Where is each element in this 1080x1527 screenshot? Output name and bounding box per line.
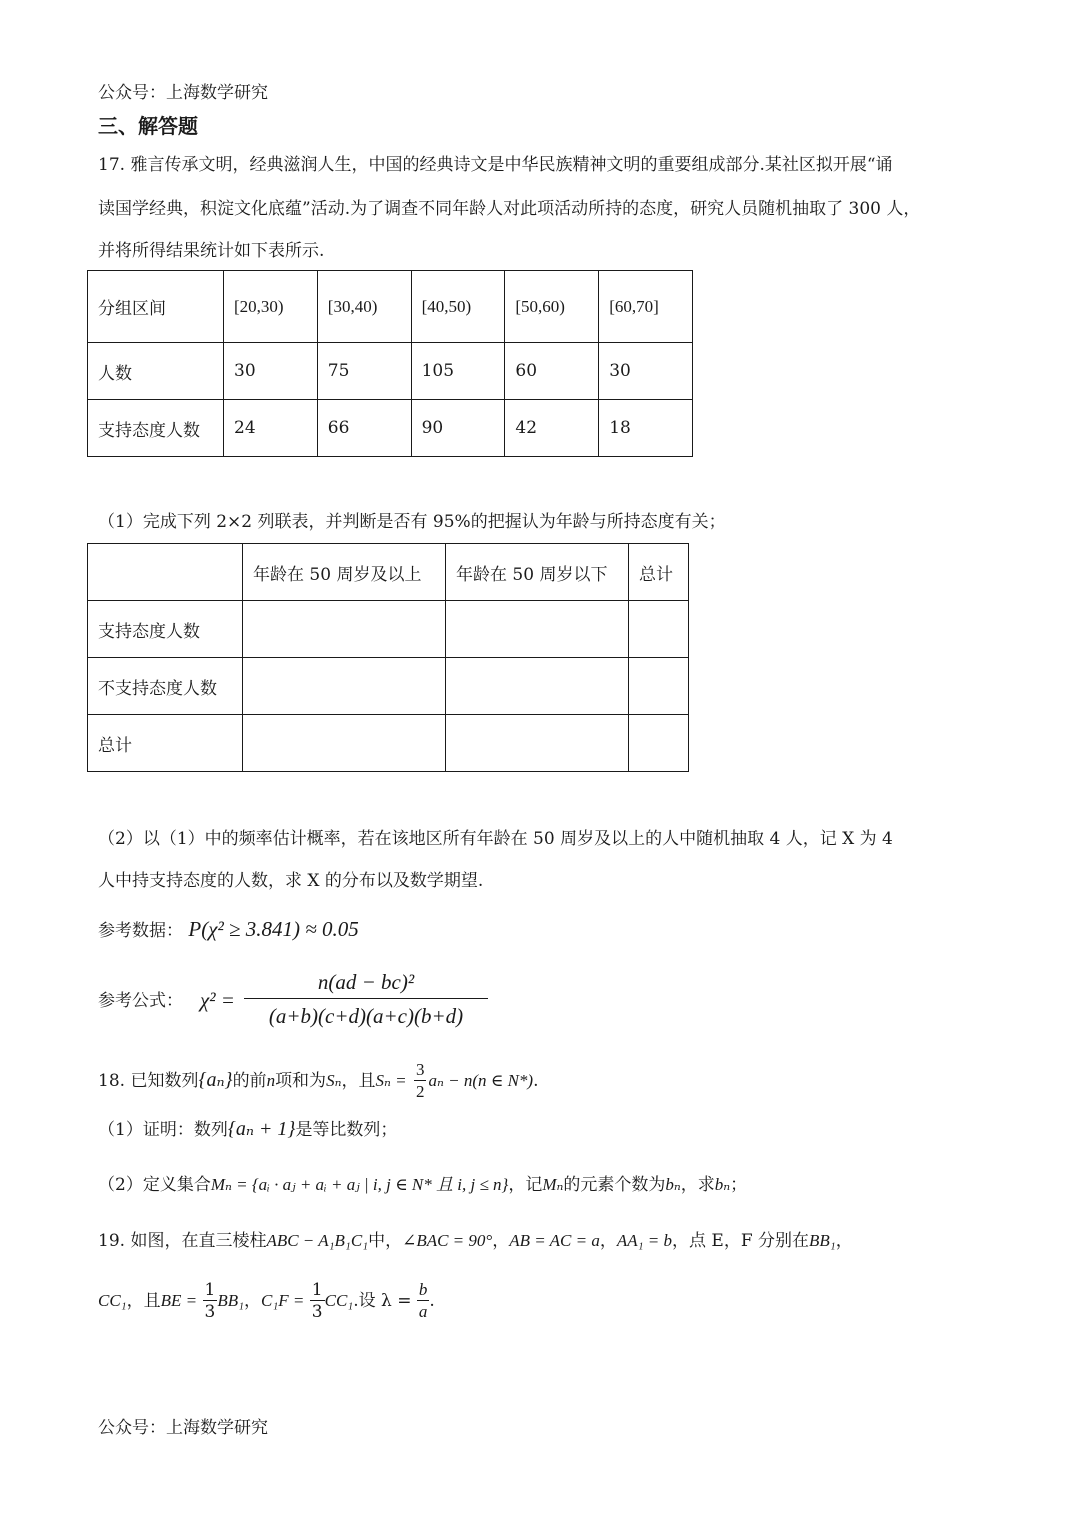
q19-cf-fraction [310,1280,325,1323]
table-cell: 支持态度人数 [88,400,224,457]
q18-part2-prefix: （2）定义集合 [98,1175,211,1195]
q18-part2-text: ，记 [508,1175,543,1195]
data-table [87,270,693,457]
q18-stem [98,1060,539,1103]
q19-eq1: AB = AC = a [509,1231,600,1250]
table-cell: 66 [317,400,411,457]
ref-formula-denominator: (a+b)(c+d)(a+c)(b+d) [268,1004,464,1028]
page-header: 公众号：上海数学研究 [98,83,268,103]
q19-prism: ABC − A₁B₁C₁ [266,1231,369,1250]
ref-data-formula: P(χ² ≥ 3.841) ≈ 0.05 [188,917,359,941]
q17-line1: 17. 雅言传承文明，经典滋润人生，中国的经典诗文是中华民族精神文明的重要组成部分.某社区拟开展“诵 [98,155,893,175]
fraction-numerator: 3 [415,1060,425,1079]
q18-part1-suffix: 是等比数列； [295,1120,398,1140]
table-cell: 30 [224,343,318,400]
q18-part1-prefix: （1）证明：数列 [98,1120,228,1140]
q18-seq: {aₙ} [198,1069,233,1091]
q19-text: ， [244,1291,262,1311]
q18-n: n [266,1071,276,1090]
q19-text: .设 λ = [353,1291,412,1311]
table-cell: 60 [505,343,599,400]
table-cell: [40,50) [411,271,505,343]
table-cell: [20,30) [224,271,318,343]
q18-stem-prefix: 18. 已知数列 [98,1071,199,1091]
q19-cf-lhs: C₁F = [261,1291,305,1310]
table-row [88,544,689,601]
q18-stem-text: ，且 [341,1071,376,1091]
q18-bn: bₙ [714,1175,731,1194]
q18-stem-end: . [533,1071,539,1091]
table-cell [243,715,446,772]
table-cell [446,601,629,658]
q19-cf-rhs: CC₁ [324,1291,354,1310]
q19-line1 [98,1230,853,1252]
q18-part2-text: ，求 [680,1175,715,1195]
q18-sn: Sₙ [326,1071,342,1090]
q19-text: ， [492,1231,510,1251]
ref-formula-numerator: n(ad − bc)² [244,970,488,999]
table-cell [88,544,243,601]
table-cell [446,658,629,715]
table-cell: 支持态度人数 [88,601,243,658]
table-cell: 30 [599,343,693,400]
table-row [88,601,689,658]
table-cell [446,715,629,772]
table-cell: [30,40) [317,271,411,343]
q18-stem-text: 项和为 [275,1071,327,1091]
table-cell: 年龄在 50 周岁及以上 [243,544,446,601]
table-row [88,343,693,400]
fraction-numerator: 1 [311,1280,323,1300]
q19-text: ，且 [126,1291,161,1311]
table-cell: 总计 [629,544,689,601]
fraction-denominator: 3 [204,1302,216,1322]
q18-part2-end: ； [730,1175,748,1195]
q19-text: ，点 E，F 分别在 [672,1231,810,1251]
table-cell: 75 [317,343,411,400]
table-row [88,715,689,772]
q18-fraction [414,1060,427,1103]
q19-lambda-fraction [417,1280,430,1323]
q17-part2-line1: （2）以（1）中的频率估计概率，若在该地区所有年龄在 50 周岁及以上的人中随机抽取 4 人，记 X 为 4 [98,829,893,849]
q18-part1-seq: {aₙ + 1} [227,1118,296,1140]
q17-part1: （1）完成下列 2×2 列联表，并判断是否有 95%的把握认为年龄与所持态度有关； [98,512,726,532]
table-cell: [60,70] [599,271,693,343]
q19-eq2: AA₁ = b [616,1231,672,1250]
contingency-table [87,543,689,772]
table-cell [629,715,689,772]
q19-line2 [98,1276,435,1326]
fraction-denominator: a [418,1302,428,1321]
table-cell: 105 [411,343,505,400]
table-cell [629,658,689,715]
table-row [88,400,693,457]
table-cell [629,601,689,658]
table-cell: [50,60) [505,271,599,343]
q19-be-lhs: BE = [160,1291,198,1310]
q18-mn: Mₙ [542,1175,564,1194]
q18-part1 [98,1118,397,1141]
fraction-numerator: 1 [204,1280,216,1300]
q17-line2: 读国学经典，积淀文化底蕴”活动.为了调查不同年龄人对此项活动所持的态度，研究人员随机抽取了 300 人， [98,199,921,219]
table-cell [243,601,446,658]
ref-data-label: 参考数据： [98,921,183,941]
q18-part2 [98,1174,747,1196]
q17-part2-line2: 人中持支持态度的人数，求 X 的分布以及数学期望. [98,871,484,891]
q19-be-rhs: BB₁ [217,1291,245,1310]
table-row [88,271,693,343]
table-cell: 42 [505,400,599,457]
fraction-denominator: 3 [311,1302,323,1322]
ref-formula-lhs: χ² = [200,988,235,1012]
q18-stem-text: 的前 [232,1071,267,1091]
q18-part2-text: 的元素个数为 [563,1175,666,1195]
q18-bn: bₙ [665,1175,681,1194]
table-cell: 不支持态度人数 [88,658,243,715]
ref-formula-label: 参考公式： [98,991,183,1011]
q18-eq-lhs: Sₙ = [375,1071,407,1090]
table-cell: 总计 [88,715,243,772]
table-cell: 年龄在 50 周岁以下 [446,544,629,601]
section-title: 三、解答题 [98,114,198,138]
q19-text: ， [599,1231,617,1251]
table-cell: 24 [224,400,318,457]
ref-data [98,918,359,942]
table-cell: 分组区间 [88,271,224,343]
q19-bb1: BB₁ [809,1231,836,1250]
q18-eq-rhs: aₙ − n(n ∈ N*) [428,1071,534,1090]
q19-text: ， [835,1231,853,1251]
q17-line3: 并将所得结果统计如下表所示. [98,241,325,261]
table-cell: 90 [411,400,505,457]
page-footer: 公众号：上海数学研究 [98,1418,268,1438]
table-cell [243,658,446,715]
fraction-denominator: 2 [415,1082,425,1101]
q18-set: Mₙ = {aᵢ · aⱼ + aᵢ + aⱼ | i, j ∈ N* 且 i, j ≤ n} [210,1175,509,1194]
q19-end: . [429,1291,435,1311]
q19-text: 中， [368,1231,403,1251]
table-cell: 18 [599,400,693,457]
q19-cc1: CC₁ [98,1291,127,1310]
q19-be-fraction [203,1280,218,1323]
q19-prefix: 19. 如图，在直三棱柱 [98,1231,267,1251]
q19-angle: ∠BAC = 90° [402,1231,493,1250]
table-row [88,658,689,715]
fraction-numerator: b [418,1280,428,1299]
table-cell: 人数 [88,343,224,400]
